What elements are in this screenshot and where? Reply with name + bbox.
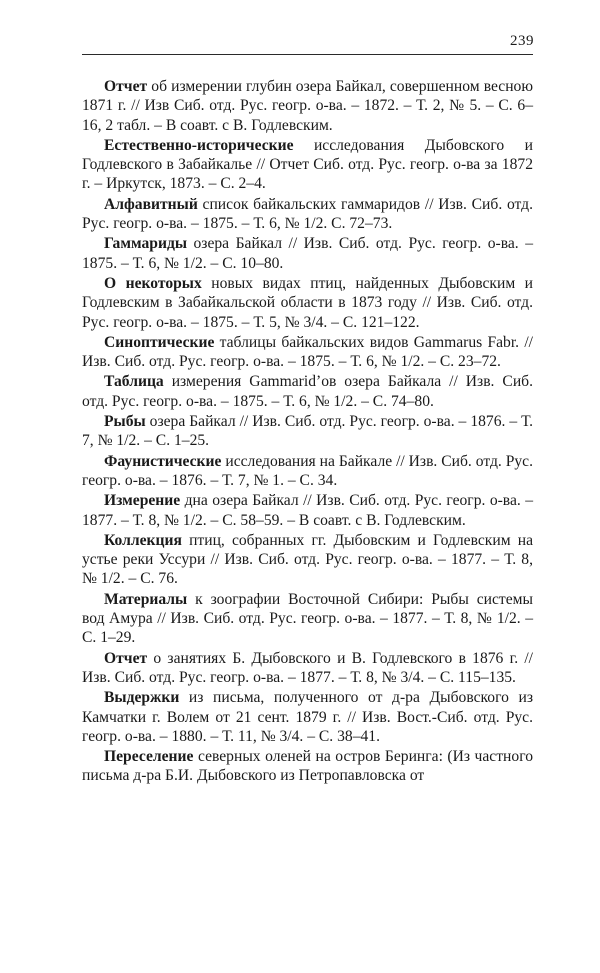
entry-lead: Рыбы xyxy=(104,413,146,431)
entry-lead: О некоторых xyxy=(104,274,202,292)
entry-lead: Алфавитный xyxy=(104,195,198,213)
bibliography-entry xyxy=(82,195,533,234)
bibliography-entry xyxy=(82,77,533,135)
entry-text: птиц, собранных гг. Дыбовским и Годлевским на устье реки Уссури // Изв. Сиб. отд. Рус. геогр. о-ва. – 1877. – Т. 8, № 1/2. – С. 76. xyxy=(82,531,533,588)
entry-text: таблицы байкальских видов Gammarus Fabr. // Изв. Сиб. отд. Рус. геогр. о-ва. – 1875. – Т. 6, № 1/2. – С. 23–72. xyxy=(82,333,533,371)
bibliography-entry xyxy=(82,649,533,688)
header-rule xyxy=(82,54,533,55)
entry-lead: Отчет xyxy=(104,78,148,95)
entry-lead: Естественно-исторические xyxy=(104,136,294,154)
entry-text: список байкальских гаммаридов // Изв. Сиб. отд. Рус. геогр. о-ва. – 1875. – Т. 6, № 1/2. С. 72–73. xyxy=(82,195,533,233)
entry-text: новых видах птиц, найденных Дыбовским и Годлевским в Забайкальской области в 1873 году // Изв. Сиб. отд. Рус. геогр. о-ва. – 1875. – Т. 5, № 3/4. – С. 121–122. xyxy=(82,274,533,331)
entry-text: озера Байкал // Изв. Сиб. отд. Рус. геогр. о-ва. – 1875. – Т. 6, № 1/2. – С. 10–80. xyxy=(82,235,533,272)
bibliography-entry xyxy=(82,372,533,411)
bibliography-entry xyxy=(82,688,533,746)
entry-text: из письма, полученного от д-ра Дыбовского из Камчатки г. Волем от 21 сент. 1879 г. // Изв. Вост.-Сиб. отд. Рус. геогр. о-ва. – 1880. – Т. 11, № 3/4. – С. 38–41. xyxy=(82,689,533,745)
bibliography-list xyxy=(82,77,533,787)
page-number: 239 xyxy=(510,33,534,49)
bibliography-entry xyxy=(82,747,533,786)
entry-lead: Отчет xyxy=(104,649,148,667)
entry-text: северных оленей на остров Беринга: (Из частного письма д-ра Б.И. Дыбовского из Петропавловска от xyxy=(82,748,533,785)
bibliography-entry xyxy=(82,234,533,273)
entry-text: озера Байкал // Изв. Сиб. отд. Рус. геогр. о-ва. – 1876. – Т. 7, № 1/2. – С. 1–25. xyxy=(82,413,533,450)
bibliography-entry xyxy=(82,136,533,194)
entry-lead: Переселение xyxy=(104,748,194,766)
entry-text: к зоографии Восточной Сибири: Рыбы системы вод Амура // Изв. Сиб. отд. Рус. геогр. о-ва. – 1877. – Т. 8, № 1/2. – С. 1–29. xyxy=(82,590,533,647)
bibliography-entry xyxy=(82,274,533,332)
entry-text: дна озера Байкал // Изв. Сиб. отд. Рус. геогр. о-ва. – 1877. – Т. 8, № 1/2. – С. 58–59. – В соавт. с В. Годлевским. xyxy=(82,492,533,529)
entry-lead: Выдержки xyxy=(104,689,180,707)
entry-text: измерения Gammarid’ов озера Байкала // Изв. Сиб. отд. Рус. геогр. о-ва. – 1875. – Т. 6, № 1/2. – С. 74–80. xyxy=(82,373,533,410)
entry-lead: Материалы xyxy=(104,590,188,608)
entry-lead: Гаммариды xyxy=(104,235,188,253)
bibliography-entry xyxy=(82,333,533,372)
entry-text: о занятиях Б. Дыбовского и В. Годлевского в 1876 г. // Изв. Сиб. отд. Рус. геогр. о-ва. – 1877. – Т. 8, № 3/4. – С. 115–135. xyxy=(82,649,533,686)
entry-lead: Измерение xyxy=(104,492,181,510)
bibliography-entry xyxy=(82,412,533,451)
entry-lead: Фаунистические xyxy=(104,452,222,470)
entry-lead: Синоптические xyxy=(104,333,215,351)
bibliography-entry xyxy=(82,491,533,530)
entry-text: исследования Дыбовского и Годлевского в Забайкалье // Отчет Сиб. отд. Рус. геогр. о-ва за 1872 г. – Иркутск, 1873. – С. 2–4. xyxy=(82,136,533,193)
bibliography-entry xyxy=(82,452,533,491)
entry-text: исследования на Байкале // Изв. Сиб. отд. Рус. геогр. о-ва. – 1876. – Т. 7, № 1. – С. 34. xyxy=(82,452,533,489)
bibliography-entry xyxy=(82,590,533,648)
entry-lead: Коллекция xyxy=(104,531,182,549)
entry-text: об измерении глубин озера Байкал, совершенном весною 1871 г. // Изв Сиб. отд. Рус. геогр. о-ва. – 1872. – Т. 2, № 5. – С. 6–16, 2 табл. – В соавт. с В. Годлевским. xyxy=(82,78,533,134)
bibliography-entry xyxy=(82,531,533,589)
entry-lead: Таблица xyxy=(104,373,164,391)
